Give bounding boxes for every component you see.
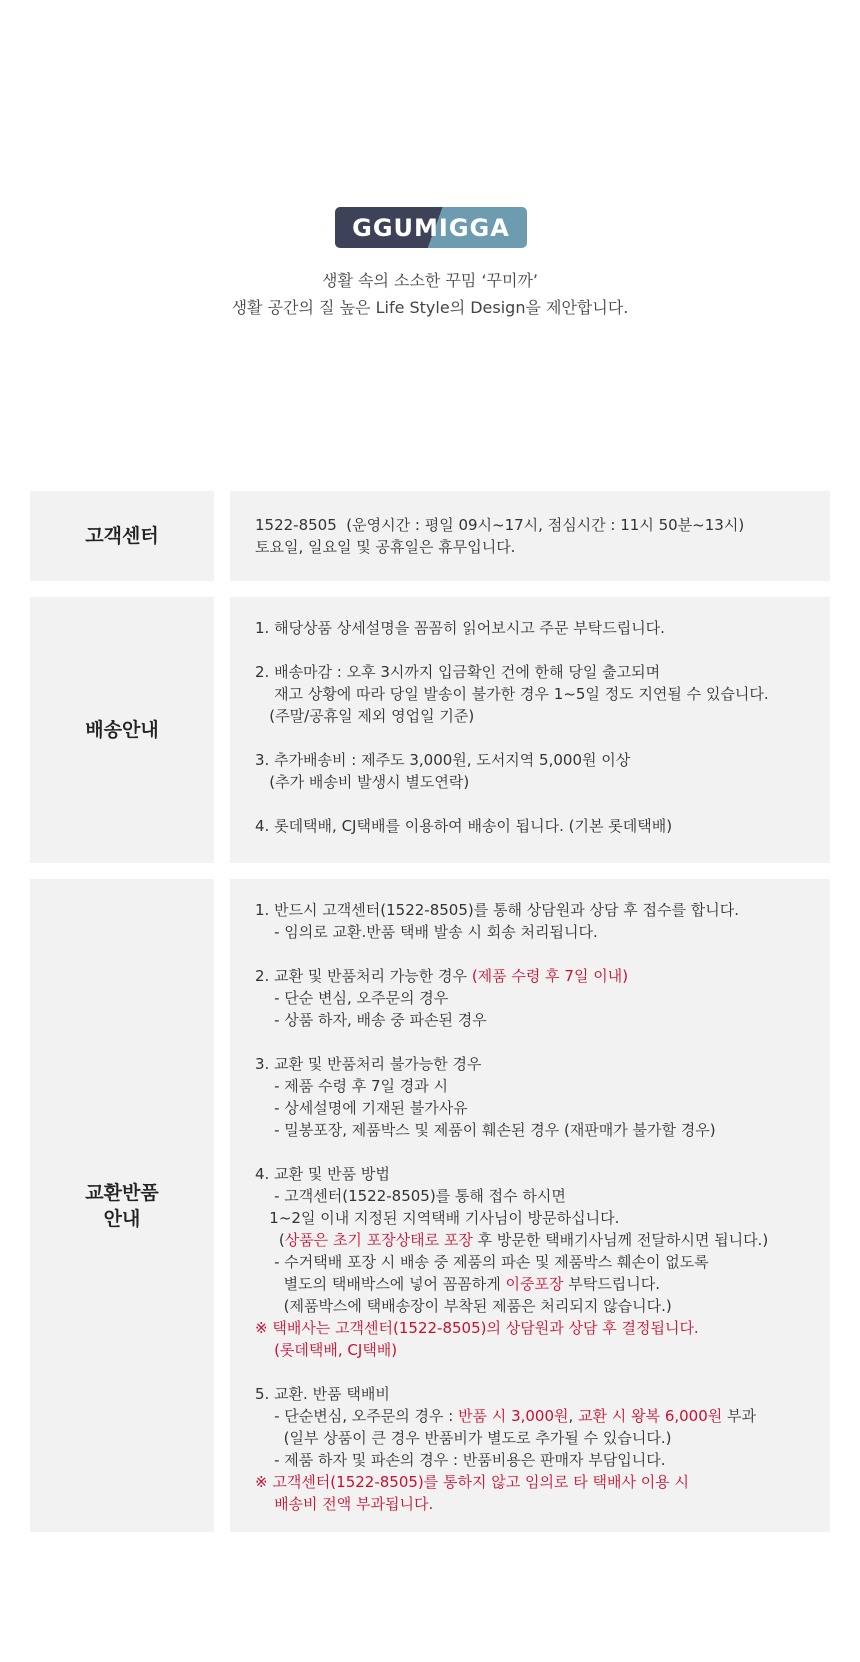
returns-4-f-pre: 별도의 택배박스에 넣어 꼼꼼하게 — [255, 1275, 506, 1293]
returns-1-a: 1. 반드시 고객센터(1522-8505)를 통해 상담원과 상담 후 접수를 합니다. — [255, 901, 739, 919]
returns-4-c: 1~2일 이내 지정된 지역택배 기사님이 방문하십니다. — [255, 1209, 620, 1227]
brand-logo — [335, 207, 527, 248]
returns-4-f-highlight: 이중포장 — [505, 1275, 564, 1293]
customer-center-label — [30, 491, 214, 581]
customer-center-content — [230, 491, 830, 581]
shipping-item-2-a: 2. 배송마감 : 오후 3시까지 입금확인 건에 한해 당일 출고되며 — [255, 663, 661, 681]
returns-4-d-post: 후 방문한 택배기사님께 전달하시면 됩니다.) — [472, 1231, 769, 1249]
returns-2-a — [255, 965, 830, 987]
returns-4-e: - 수거택배 포장 시 배송 중 제품의 파손 및 제품박스 훼손이 없도록 — [255, 1253, 709, 1271]
shipping-content — [230, 597, 830, 863]
returns-4-h: ※ 택배사는 고객센터(1522-8505)의 상담원과 상담 후 결정됩니다. — [255, 1319, 699, 1337]
brand-tagline-1: 생활 속의 소소한 꾸밈 ‘꾸미까’ — [322, 271, 538, 290]
shipping-item-3-b: (추가 배송비 발생시 별도연락) — [255, 773, 470, 791]
returns-2-a-highlight: (제품 수령 후 7일 이내) — [471, 967, 629, 985]
returns-label — [30, 879, 214, 1532]
returns-4-a: 4. 교환 및 반품 방법 — [255, 1165, 390, 1183]
returns-5-f: 배송비 전액 부과됩니다. — [255, 1495, 434, 1513]
returns-5-b-post: 부과 — [722, 1407, 756, 1425]
returns-4-b: - 고객센터(1522-8505)를 통해 접수 하시면 — [255, 1187, 566, 1205]
returns-5-b-return-fee: 반품 시 3,000원 — [458, 1407, 569, 1425]
customer-center-holiday: 토요일, 일요일 및 공휴일은 휴무입니다. — [255, 538, 516, 556]
returns-4-d-pre: ( — [255, 1231, 285, 1249]
returns-5-b-pre: - 단순변심, 오주문의 경우 : — [255, 1407, 459, 1425]
returns-content — [230, 879, 830, 1532]
returns-2-a-text: 2. 교환 및 반품처리 가능한 경우 — [255, 967, 472, 985]
shipping-item-4: 4. 롯데택배, CJ택배를 이용하여 배송이 됩니다. (기본 롯데택배) — [255, 817, 673, 835]
returns-label-line-1: 교환반품 — [85, 1181, 159, 1204]
shipping-item-1: 1. 해당상품 상세설명을 꼼꼼히 읽어보시고 주문 부탁드립니다. — [255, 619, 665, 637]
returns-2-c: - 상품 하자, 배송 중 파손된 경우 — [255, 1011, 487, 1029]
returns-5-d: - 제품 하자 및 파손의 경우 : 반품비용은 판매자 부담입니다. — [255, 1451, 666, 1469]
returns-5-b — [255, 1405, 830, 1427]
brand-tagline-2: 생활 공간의 질 높은 Life Style의 Design을 제안합니다. — [231, 298, 629, 317]
returns-label-line-2: 안내 — [103, 1207, 141, 1230]
returns-4-d — [255, 1229, 830, 1251]
shipping-item-3-a: 3. 추가배송비 : 제주도 3,000원, 도서지역 5,000원 이상 — [255, 751, 631, 769]
returns-3-b: - 제품 수령 후 7일 경과 시 — [255, 1077, 449, 1095]
returns-4-f-post: 부탁드립니다. — [563, 1275, 660, 1293]
returns-2-b: - 단순 변심, 오주문의 경우 — [255, 989, 449, 1007]
shipping-label — [30, 597, 214, 863]
returns-4-g: (제품박스에 택배송장이 부착된 제품은 처리되지 않습니다.) — [255, 1297, 672, 1315]
returns-5-e: ※ 고객센터(1522-8505)를 통하지 않고 임의로 타 택배사 이용 시 — [255, 1473, 689, 1491]
customer-center-hours: 1522-8505 (운영시간 : 평일 09시~17시, 점심시간 : 11시 50분~13시) — [255, 516, 745, 534]
returns-5-a: 5. 교환. 반품 택배비 — [255, 1385, 390, 1403]
shipping-label-text: 배송안내 — [85, 719, 159, 741]
returns-4-f — [255, 1273, 830, 1295]
shipping-section — [30, 597, 830, 863]
returns-section — [30, 879, 830, 1532]
shipping-item-2-b: 재고 상황에 따라 당일 발송이 불가한 경우 1~5일 정도 지연될 수 있습니다. — [255, 685, 769, 703]
customer-center-label-text: 고객센터 — [85, 525, 159, 547]
customer-center-section — [30, 491, 830, 581]
returns-5-b-exchange-fee: 교환 시 왕복 6,000원 — [578, 1407, 723, 1425]
returns-3-c: - 상세설명에 기재된 불가사유 — [255, 1099, 468, 1117]
returns-4-d-highlight: 상품은 초기 포장상태로 포장 — [284, 1231, 473, 1249]
returns-4-i: (롯데택배, CJ택배) — [255, 1341, 398, 1359]
returns-5-c: (일부 상품이 큰 경우 반품비가 별도로 추가될 수 있습니다.) — [255, 1429, 672, 1447]
brand-logo-text: GGUMIGGA — [352, 213, 510, 242]
returns-1-b: - 임의로 교환.반품 택배 발송 시 회송 처리됩니다. — [255, 923, 598, 941]
returns-5-b-sep: , — [568, 1407, 579, 1425]
returns-3-d: - 밀봉포장, 제품박스 및 제품이 훼손된 경우 (재판매가 불가할 경우) — [255, 1121, 716, 1139]
returns-3-a: 3. 교환 및 반품처리 불가능한 경우 — [255, 1055, 482, 1073]
shipping-item-2-c: (주말/공휴일 제외 영업일 기준) — [255, 707, 475, 725]
